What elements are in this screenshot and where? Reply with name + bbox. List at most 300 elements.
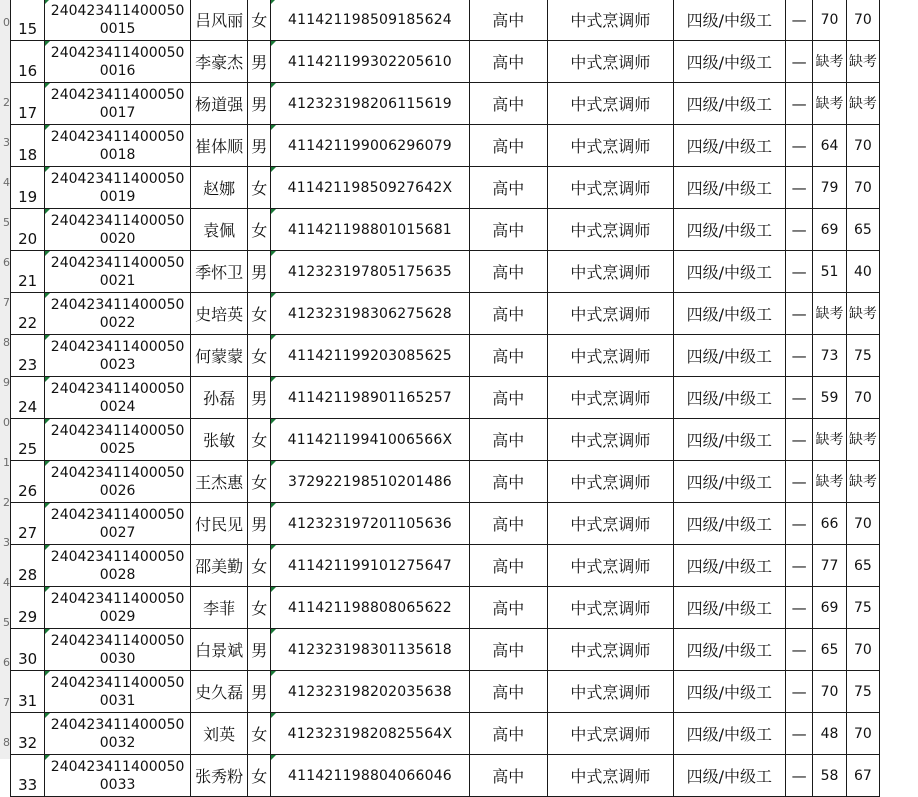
cell-name-text: 赵娜	[203, 179, 235, 198]
cell-dash[interactable]	[785, 251, 813, 293]
cell-name[interactable]	[190, 545, 248, 587]
cell-empty[interactable]	[880, 335, 918, 377]
cell-theory-score[interactable]	[813, 251, 846, 293]
cell-id-number[interactable]	[271, 377, 470, 419]
cell-gender[interactable]	[248, 251, 271, 293]
cell-name-text: 张秀粉	[195, 767, 243, 786]
cell-id-number[interactable]	[271, 41, 470, 83]
cell-ticket-number-text: 2404234114000500022	[47, 296, 187, 332]
cell-gender-text: 女	[251, 725, 267, 744]
cell-occupation[interactable]	[547, 0, 673, 41]
cell-name[interactable]	[190, 503, 248, 545]
cell-ticket-number[interactable]	[45, 671, 190, 713]
cell-skill-score[interactable]	[846, 419, 879, 461]
cell-dash[interactable]	[785, 41, 813, 83]
cell-dash[interactable]	[785, 377, 813, 419]
cell-seq[interactable]	[11, 671, 45, 713]
cell-theory-score[interactable]	[813, 713, 846, 755]
cell-seq[interactable]	[11, 293, 45, 335]
cell-dash[interactable]	[785, 587, 813, 629]
cell-id-number[interactable]	[271, 293, 470, 335]
cell-skill-score-text: 缺考	[849, 474, 877, 490]
cell-name[interactable]	[190, 41, 248, 83]
row-header-number[interactable]: 7	[0, 296, 10, 310]
cell-ticket-number-text: 2404234114000500015	[47, 2, 187, 38]
cell-level[interactable]	[673, 713, 785, 755]
cell-gender[interactable]	[248, 419, 271, 461]
cell-dash[interactable]	[785, 209, 813, 251]
cell-seq-text: 22	[18, 314, 37, 332]
cell-id-number[interactable]	[271, 167, 470, 209]
cell-level[interactable]	[673, 587, 785, 629]
cell-seq[interactable]	[11, 755, 45, 797]
cell-level[interactable]	[673, 545, 785, 587]
cell-id-number-text: 41142119941006566X	[271, 432, 469, 448]
row-header-number[interactable]: 2	[0, 496, 10, 510]
cell-seq[interactable]	[11, 209, 45, 251]
cell-name[interactable]	[190, 83, 248, 125]
cell-name[interactable]	[190, 419, 248, 461]
cell-education[interactable]	[469, 461, 547, 503]
cell-gender[interactable]	[248, 41, 271, 83]
cell-seq[interactable]	[11, 545, 45, 587]
cell-theory-score[interactable]	[813, 503, 846, 545]
cell-level[interactable]	[673, 419, 785, 461]
cell-ticket-number[interactable]	[45, 461, 190, 503]
cell-gender-text: 女	[251, 557, 267, 576]
row-header-number[interactable]: 1	[0, 456, 10, 470]
cell-ticket-number[interactable]	[45, 83, 190, 125]
row-header-number[interactable]: 8	[0, 736, 10, 750]
cell-id-number[interactable]	[271, 587, 470, 629]
cell-theory-score[interactable]	[813, 671, 846, 713]
cell-skill-score[interactable]	[846, 713, 879, 755]
cell-education[interactable]	[469, 125, 547, 167]
cell-id-number[interactable]	[271, 419, 470, 461]
cell-skill-score-text: 缺考	[849, 306, 877, 322]
cell-level[interactable]	[673, 503, 785, 545]
cell-dash[interactable]	[785, 167, 813, 209]
cell-ticket-number-text: 2404234114000500016	[47, 44, 187, 80]
cell-gender-text: 男	[251, 95, 267, 114]
cell-skill-score[interactable]	[846, 587, 879, 629]
cell-empty[interactable]	[880, 41, 918, 83]
cell-dash[interactable]	[785, 713, 813, 755]
row-header-number[interactable]: 3	[0, 136, 10, 150]
cell-name-text: 吕风丽	[195, 11, 243, 30]
cell-ticket-number[interactable]	[45, 125, 190, 167]
cell-id-number[interactable]	[271, 545, 470, 587]
cell-skill-score[interactable]	[846, 755, 879, 797]
cell-dash-text: —	[792, 599, 807, 617]
cell-dash[interactable]	[785, 335, 813, 377]
cell-name[interactable]	[190, 209, 248, 251]
cell-education[interactable]	[469, 335, 547, 377]
cell-id-number[interactable]	[271, 83, 470, 125]
cell-education-text: 高中	[492, 95, 524, 114]
cell-name[interactable]	[190, 0, 248, 41]
cell-dash[interactable]	[785, 125, 813, 167]
cell-occupation-text: 中式烹调师	[570, 599, 650, 618]
cell-dash[interactable]	[785, 545, 813, 587]
cell-seq-text: 18	[18, 146, 37, 164]
cell-skill-score[interactable]	[846, 41, 879, 83]
cell-seq[interactable]	[11, 377, 45, 419]
cell-ticket-number[interactable]	[45, 545, 190, 587]
cell-theory-score[interactable]	[813, 0, 846, 41]
cell-gender[interactable]	[248, 629, 271, 671]
cell-education[interactable]	[469, 167, 547, 209]
cell-skill-score[interactable]	[846, 629, 879, 671]
cell-skill-score[interactable]	[846, 83, 879, 125]
cell-education[interactable]	[469, 41, 547, 83]
row-header-number[interactable]: 7	[0, 696, 10, 710]
cell-id-number-text: 411421199006296079	[271, 138, 469, 154]
cell-education[interactable]	[469, 377, 547, 419]
cell-seq[interactable]	[11, 41, 45, 83]
cell-empty[interactable]	[880, 209, 918, 251]
cell-empty[interactable]	[880, 461, 918, 503]
cell-empty[interactable]	[880, 0, 918, 41]
cell-seq-text: 26	[18, 482, 37, 500]
cell-id-number[interactable]	[271, 335, 470, 377]
cell-gender[interactable]	[248, 83, 271, 125]
cell-skill-score[interactable]	[846, 125, 879, 167]
cell-id-number[interactable]	[271, 251, 470, 293]
cell-dash[interactable]	[785, 293, 813, 335]
cell-empty[interactable]	[880, 671, 918, 713]
cell-occupation-text: 中式烹调师	[570, 53, 650, 72]
cell-empty[interactable]	[880, 503, 918, 545]
cell-skill-score[interactable]	[846, 167, 879, 209]
cell-occupation-text: 中式烹调师	[570, 95, 650, 114]
cell-name-text: 李豪杰	[195, 53, 243, 72]
cell-occupation-text: 中式烹调师	[570, 767, 650, 786]
cell-theory-score[interactable]	[813, 125, 846, 167]
cell-level-text: 四级/中级工	[687, 221, 772, 240]
cell-dash[interactable]	[785, 0, 813, 41]
cell-occupation[interactable]	[547, 629, 673, 671]
cell-dash[interactable]	[785, 503, 813, 545]
row-header-number[interactable]: 6	[0, 656, 10, 670]
cell-seq-text: 30	[18, 650, 37, 668]
row-header-number[interactable]: 5	[0, 216, 10, 230]
cell-education[interactable]	[469, 83, 547, 125]
cell-education[interactable]	[469, 545, 547, 587]
cell-name[interactable]	[190, 167, 248, 209]
cell-ticket-number[interactable]	[45, 503, 190, 545]
cell-occupation[interactable]	[547, 545, 673, 587]
cell-id-number[interactable]	[271, 125, 470, 167]
cell-theory-score[interactable]	[813, 545, 846, 587]
cell-seq[interactable]	[11, 713, 45, 755]
cell-seq[interactable]	[11, 83, 45, 125]
cell-education-text: 高中	[492, 347, 524, 366]
row-header-number[interactable]: 4	[0, 576, 10, 590]
cell-id-number[interactable]	[271, 755, 470, 797]
cell-level[interactable]	[673, 461, 785, 503]
cell-gender-text: 女	[251, 599, 267, 618]
cell-level[interactable]	[673, 0, 785, 41]
table-row	[11, 0, 918, 41]
cell-level[interactable]	[673, 755, 785, 797]
row-header-number[interactable]: 9	[0, 376, 10, 390]
cell-education-text: 高中	[492, 557, 524, 576]
cell-id-number-text: 412323198202035638	[271, 684, 469, 700]
cell-ticket-number[interactable]	[45, 419, 190, 461]
cell-ticket-number[interactable]	[45, 41, 190, 83]
cell-theory-score[interactable]	[813, 377, 846, 419]
cell-gender[interactable]	[248, 755, 271, 797]
cell-level[interactable]	[673, 125, 785, 167]
row-header-number[interactable]: 6	[0, 256, 10, 270]
cell-theory-score[interactable]	[813, 83, 846, 125]
cell-empty[interactable]	[880, 125, 918, 167]
cell-education[interactable]	[469, 419, 547, 461]
cell-name[interactable]	[190, 377, 248, 419]
cell-name-text: 袁佩	[203, 221, 235, 240]
cell-skill-score[interactable]	[846, 503, 879, 545]
cell-education[interactable]	[469, 251, 547, 293]
cell-id-number[interactable]	[271, 209, 470, 251]
cell-gender[interactable]	[248, 335, 271, 377]
cell-occupation[interactable]	[547, 419, 673, 461]
cell-education[interactable]	[469, 755, 547, 797]
cell-gender[interactable]	[248, 503, 271, 545]
cell-ticket-number[interactable]	[45, 713, 190, 755]
cell-theory-score[interactable]	[813, 587, 846, 629]
cell-id-number[interactable]	[271, 713, 470, 755]
cell-seq[interactable]	[11, 587, 45, 629]
cell-gender[interactable]	[248, 167, 271, 209]
cell-ticket-number[interactable]	[45, 209, 190, 251]
cell-occupation[interactable]	[547, 671, 673, 713]
cell-education-text: 高中	[492, 725, 524, 744]
cell-education-text: 高中	[492, 641, 524, 660]
cell-gender[interactable]	[248, 461, 271, 503]
cell-empty[interactable]	[880, 755, 918, 797]
cell-skill-score[interactable]	[846, 0, 879, 41]
cell-seq[interactable]	[11, 335, 45, 377]
cell-occupation-text: 中式烹调师	[570, 683, 650, 702]
cell-occupation[interactable]	[547, 125, 673, 167]
cell-id-number[interactable]	[271, 503, 470, 545]
cell-education[interactable]	[469, 629, 547, 671]
cell-skill-score[interactable]	[846, 209, 879, 251]
cell-dash[interactable]	[785, 671, 813, 713]
cell-dash[interactable]	[785, 755, 813, 797]
cell-ticket-number-text: 2404234114000500024	[47, 380, 187, 416]
cell-name[interactable]	[190, 293, 248, 335]
cell-seq[interactable]	[11, 125, 45, 167]
cell-seq[interactable]	[11, 629, 45, 671]
cell-occupation[interactable]	[547, 755, 673, 797]
cell-theory-score[interactable]	[813, 629, 846, 671]
cell-empty[interactable]	[880, 587, 918, 629]
data-table	[10, 0, 918, 797]
table-row	[11, 503, 918, 545]
cell-skill-score[interactable]	[846, 293, 879, 335]
cell-occupation[interactable]	[547, 41, 673, 83]
cell-name[interactable]	[190, 461, 248, 503]
cell-dash[interactable]	[785, 461, 813, 503]
cell-gender[interactable]	[248, 125, 271, 167]
cell-theory-score[interactable]	[813, 41, 846, 83]
cell-level[interactable]	[673, 671, 785, 713]
cell-ticket-number[interactable]	[45, 167, 190, 209]
cell-empty[interactable]	[880, 251, 918, 293]
cell-occupation[interactable]	[547, 713, 673, 755]
cell-seq[interactable]	[11, 503, 45, 545]
cell-seq[interactable]	[11, 0, 45, 41]
cell-id-number-text: 412323198301135618	[271, 642, 469, 658]
cell-theory-score-text: 70	[821, 12, 839, 28]
cell-occupation[interactable]	[547, 587, 673, 629]
cell-ticket-number[interactable]	[45, 587, 190, 629]
cell-level[interactable]	[673, 83, 785, 125]
cell-id-number[interactable]	[271, 671, 470, 713]
cell-skill-score[interactable]	[846, 335, 879, 377]
cell-gender[interactable]	[248, 293, 271, 335]
cell-skill-score[interactable]	[846, 461, 879, 503]
cell-empty[interactable]	[880, 377, 918, 419]
cell-ticket-number[interactable]	[45, 377, 190, 419]
row-header-number[interactable]: 4	[0, 176, 10, 190]
cell-name[interactable]	[190, 713, 248, 755]
cell-occupation[interactable]	[547, 293, 673, 335]
cell-level-text: 四级/中级工	[687, 557, 772, 576]
cell-level[interactable]	[673, 293, 785, 335]
cell-level[interactable]	[673, 629, 785, 671]
cell-level[interactable]	[673, 335, 785, 377]
cell-dash[interactable]	[785, 629, 813, 671]
cell-id-number[interactable]	[271, 461, 470, 503]
row-header-number[interactable]: 5	[0, 616, 10, 630]
row-header-number[interactable]: 0	[0, 16, 10, 30]
cell-theory-score[interactable]	[813, 209, 846, 251]
cell-level[interactable]	[673, 209, 785, 251]
cell-empty[interactable]	[880, 167, 918, 209]
cell-gender[interactable]	[248, 545, 271, 587]
table-row	[11, 419, 918, 461]
cell-occupation[interactable]	[547, 377, 673, 419]
spreadsheet-grid	[10, 0, 918, 759]
cell-dash[interactable]	[785, 83, 813, 125]
cell-gender[interactable]	[248, 209, 271, 251]
cell-occupation[interactable]	[547, 167, 673, 209]
cell-empty[interactable]	[880, 713, 918, 755]
cell-gender[interactable]	[248, 0, 271, 41]
cell-dash[interactable]	[785, 419, 813, 461]
row-header-number[interactable]: 0	[0, 416, 10, 430]
cell-theory-score[interactable]	[813, 755, 846, 797]
cell-education[interactable]	[469, 293, 547, 335]
cell-gender[interactable]	[248, 713, 271, 755]
row-header-number[interactable]: 3	[0, 536, 10, 550]
cell-level[interactable]	[673, 167, 785, 209]
cell-occupation[interactable]	[547, 251, 673, 293]
cell-seq[interactable]	[11, 251, 45, 293]
cell-empty[interactable]	[880, 293, 918, 335]
cell-ticket-number[interactable]	[45, 293, 190, 335]
cell-skill-score[interactable]	[846, 545, 879, 587]
cell-id-number[interactable]	[271, 629, 470, 671]
cell-name[interactable]	[190, 671, 248, 713]
row-header-number[interactable]: 8	[0, 336, 10, 350]
cell-education[interactable]	[469, 503, 547, 545]
cell-level-text: 四级/中级工	[687, 137, 772, 156]
cell-level-text: 四级/中级工	[687, 389, 772, 408]
cell-empty[interactable]	[880, 83, 918, 125]
cell-theory-score[interactable]	[813, 293, 846, 335]
cell-empty[interactable]	[880, 629, 918, 671]
cell-level[interactable]	[673, 41, 785, 83]
cell-education[interactable]	[469, 0, 547, 41]
cell-occupation[interactable]	[547, 461, 673, 503]
cell-skill-score-text: 70	[854, 642, 872, 658]
cell-seq[interactable]	[11, 419, 45, 461]
cell-name[interactable]	[190, 125, 248, 167]
cell-gender-text: 女	[251, 767, 267, 786]
cell-level[interactable]	[673, 251, 785, 293]
cell-theory-score[interactable]	[813, 335, 846, 377]
cell-occupation[interactable]	[547, 335, 673, 377]
cell-name[interactable]	[190, 251, 248, 293]
cell-gender[interactable]	[248, 377, 271, 419]
cell-name[interactable]	[190, 587, 248, 629]
cell-skill-score[interactable]	[846, 251, 879, 293]
cell-empty[interactable]	[880, 545, 918, 587]
cell-gender[interactable]	[248, 587, 271, 629]
cell-name[interactable]	[190, 755, 248, 797]
cell-empty[interactable]	[880, 419, 918, 461]
cell-ticket-number[interactable]	[45, 335, 190, 377]
cell-theory-score[interactable]	[813, 167, 846, 209]
cell-level-text: 四级/中级工	[687, 641, 772, 660]
cell-education[interactable]	[469, 587, 547, 629]
cell-dash-text: —	[792, 95, 807, 113]
cell-education-text: 高中	[492, 431, 524, 450]
cell-theory-score-text: 70	[821, 684, 839, 700]
cell-ticket-number[interactable]	[45, 0, 190, 41]
cell-ticket-number[interactable]	[45, 629, 190, 671]
cell-dash-text: —	[792, 683, 807, 701]
cell-gender[interactable]	[248, 671, 271, 713]
cell-ticket-number[interactable]	[45, 251, 190, 293]
cell-theory-score[interactable]	[813, 419, 846, 461]
cell-occupation[interactable]	[547, 209, 673, 251]
cell-name[interactable]	[190, 335, 248, 377]
cell-ticket-number[interactable]	[45, 755, 190, 797]
cell-theory-score[interactable]	[813, 461, 846, 503]
cell-name-text: 刘英	[203, 725, 235, 744]
cell-id-number[interactable]	[271, 0, 470, 41]
cell-education[interactable]	[469, 671, 547, 713]
cell-level[interactable]	[673, 377, 785, 419]
cell-gender-text: 女	[251, 347, 267, 366]
cell-seq[interactable]	[11, 167, 45, 209]
cell-occupation[interactable]	[547, 83, 673, 125]
cell-occupation[interactable]	[547, 503, 673, 545]
cell-skill-score[interactable]	[846, 377, 879, 419]
cell-seq[interactable]	[11, 461, 45, 503]
row-header-number[interactable]: 2	[0, 96, 10, 110]
cell-name[interactable]	[190, 629, 248, 671]
cell-education[interactable]	[469, 209, 547, 251]
cell-education[interactable]	[469, 713, 547, 755]
cell-skill-score[interactable]	[846, 671, 879, 713]
cell-dash-text: —	[792, 305, 807, 323]
